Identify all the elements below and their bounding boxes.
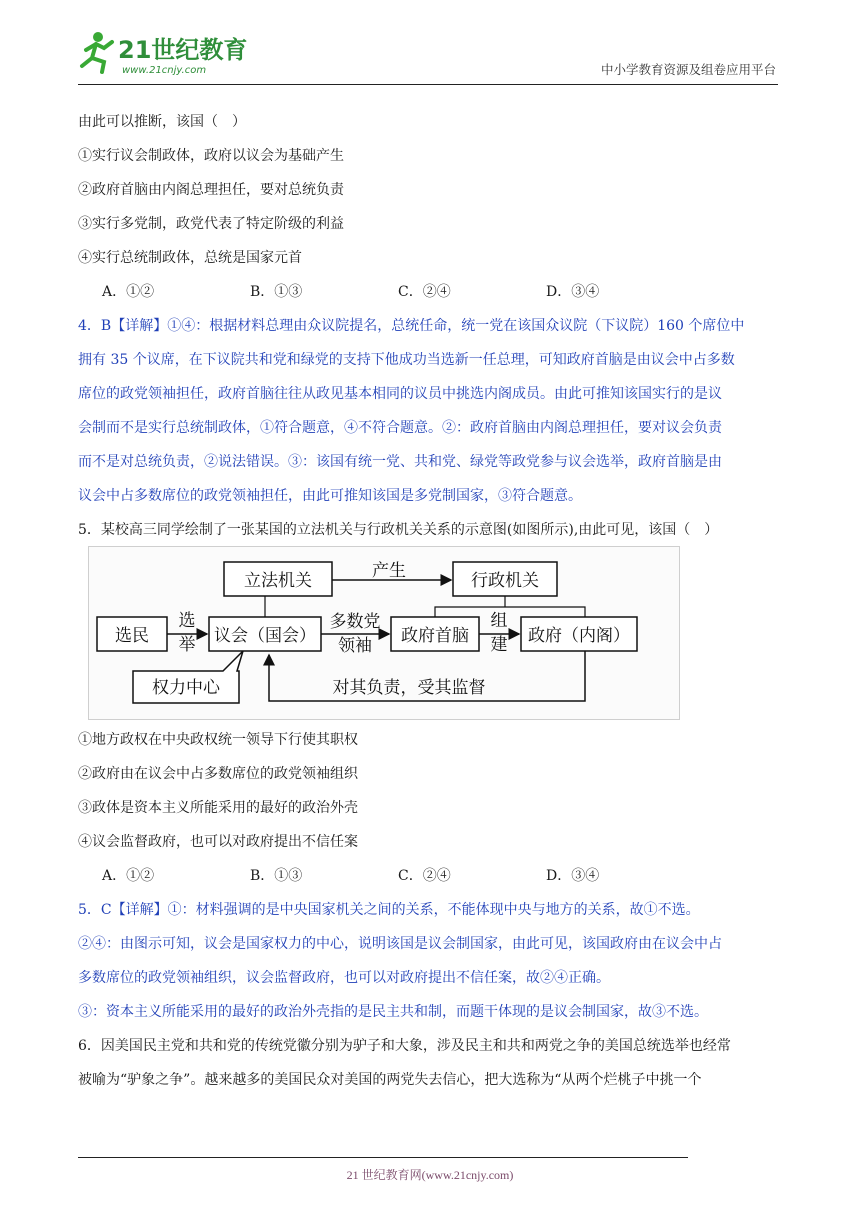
q5-choice-a: A．①②: [102, 868, 155, 884]
q5-option-1: ①地方政权在中央政权统一领导下行使其职权: [78, 732, 358, 748]
cabinet-label: 政府（内阁）: [528, 626, 630, 646]
q4-choice-d: D．③④: [546, 284, 600, 300]
executive-label: 行政机关: [471, 571, 539, 591]
footer-divider: [78, 1157, 688, 1158]
answer-4-line: 席位的政党领袖担任，政府首脑往往从政见基本相同的议员中挑选内阁成员。由此可推知该国实行的是议: [78, 386, 722, 402]
answer-4-line: 4．B【详解】①④：根据材料总理由众议院提名，总统任命，统一党在该国众议院（下议院）160 个席位中: [78, 318, 745, 334]
answer-5-line: ③：资本主义所能采用的最好的政治外壳指的是民主共和制，而题干体现的是议会制国家，故③不选。: [78, 1004, 708, 1020]
q5-option-2: ②政府由在议会中占多数席位的政党领袖组织: [78, 766, 358, 782]
q5-option-3: ③政体是资本主义所能采用的最好的政治外壳: [78, 800, 358, 816]
q6-line: 6．因美国民主党和共和党的传统党徽分别为驴子和大象，涉及民主和共和两党之争的美国总统选举也经常: [78, 1038, 731, 1054]
voters-label: 选民: [115, 626, 149, 646]
form-label-1: 组: [490, 611, 508, 631]
svg-text:www.21cnjy.com: www.21cnjy.com: [122, 65, 207, 76]
institution-diagram: [88, 546, 680, 720]
answer-5-line: 5．C【详解】①：材料强调的是中央国家机关之间的关系，不能体现中央与地方的关系，故①不选。: [78, 902, 700, 918]
q5-choices: [102, 866, 599, 886]
answer-4-line: 议会中占多数席位的政党领袖担任，由此可推知该国是多党制国家，③符合题意。: [78, 488, 582, 504]
platform-title: 中小学教育资源及组卷应用平台: [600, 62, 776, 77]
power-center-label: 权力中心: [152, 678, 220, 698]
elect-label-2: 举: [178, 635, 196, 655]
q5-stem: 5．某校高三同学绘制了一张某国的立法机关与行政机关关系的示意图(如图所示),由此可见，该国（ ）: [78, 522, 719, 538]
q4-choices: [102, 282, 599, 302]
footer-text: 21 世纪教育网(www.21cnjy.com): [346, 1168, 514, 1182]
majority-label-1: 多数党: [329, 612, 381, 632]
legislative-label: 立法机关: [244, 571, 312, 591]
site-logo: [78, 28, 248, 76]
answer-4-line: 会制而不是实行总统制政体，①符合题意，④不符合题意。②：政府首脑由内阁总理担任，要对议会负责: [78, 420, 722, 436]
q4-option-4: ④实行总统制政体，总统是国家元首: [78, 250, 302, 266]
q5-choice-c: C．②④: [398, 868, 451, 884]
q4-choice-b: B．①③: [250, 284, 303, 300]
q5-choice-d: D．③④: [546, 868, 600, 884]
q4-choice-a: A．①②: [102, 284, 155, 300]
majority-label-2: 领袖: [338, 636, 372, 656]
q4-option-3: ③实行多党制，政党代表了特定阶级的利益: [78, 216, 344, 232]
produce-label: 产生: [372, 561, 406, 581]
svg-text:21世纪教育: 21世纪教育: [118, 36, 248, 64]
q6-line: 被喻为“驴象之争”。越来越多的美国民众对美国的两党失去信心，把大选称为“从两个烂桃子中挑一个: [78, 1072, 702, 1088]
elect-label-1: 选: [178, 611, 196, 631]
q4-option-2: ②政府首脑由内阁总理担任，要对总统负责: [78, 182, 344, 198]
q5-choice-b: B．①③: [250, 868, 303, 884]
executive-bracket: [435, 607, 585, 617]
answer-5-line: ②④：由图示可知，议会是国家权力的中心，说明该国是议会制国家，由此可见，该国政府由在议会中占: [78, 936, 722, 952]
parliament-label: 议会（国会）: [214, 626, 316, 646]
runner-icon: [78, 28, 248, 76]
responsibility-label: 对其负责，受其监督: [332, 678, 486, 698]
form-label-2: 建: [490, 635, 508, 655]
page-header: [78, 22, 778, 85]
q4-option-1: ①实行议会制政体，政府以议会为基础产生: [78, 148, 344, 164]
q5-option-4: ④议会监督政府，也可以对政府提出不信任案: [78, 834, 358, 850]
q4-stem: 由此可以推断，该国（ ）: [78, 114, 246, 130]
answer-4-line: 而不是对总统负责，②说法错误。③：该国有统一党、共和党、绿党等政党参与议会选举，政府首脑是由: [78, 454, 722, 470]
q4-choice-c: C．②④: [398, 284, 451, 300]
government-head-label: 政府首脑: [401, 626, 469, 646]
answer-5-line: 多数席位的政党领袖组织，议会监督政府，也可以对政府提出不信任案，故②④正确。: [78, 970, 610, 986]
answer-4-line: 拥有 35 个议席，在下议院共和党和绿党的支持下他成功当选新一任总理，可知政府首脑是由议会中占多数: [78, 352, 735, 368]
